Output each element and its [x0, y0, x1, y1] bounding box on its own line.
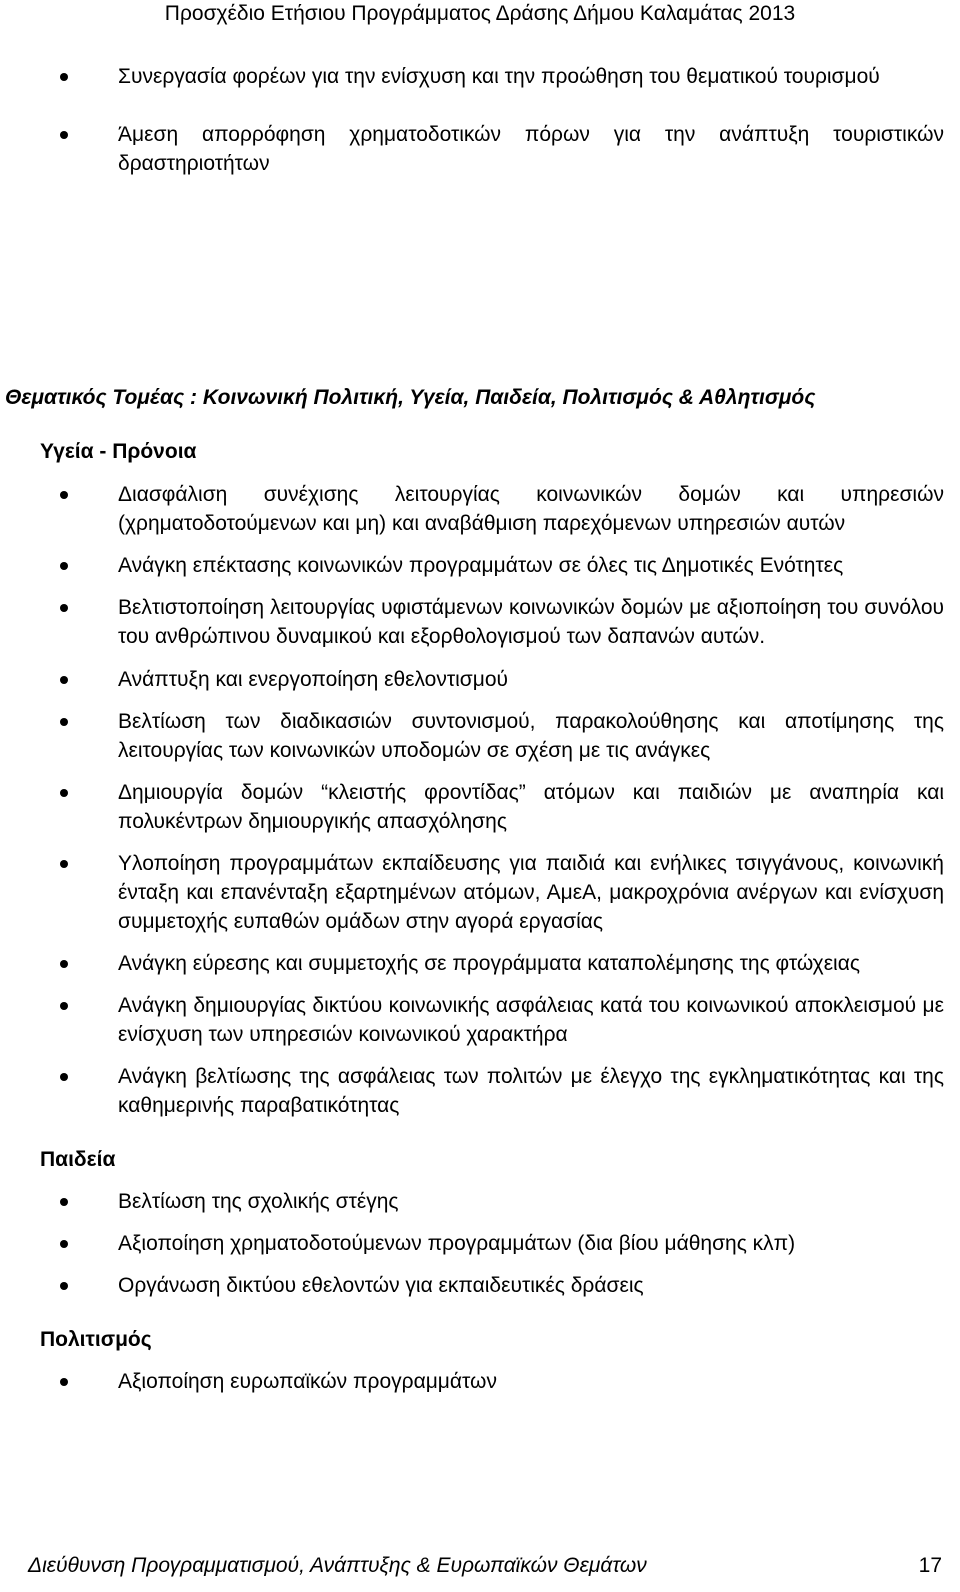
running-header: Προσχέδιο Ετήσιου Προγράμματος Δράσης Δήμου Καλαμάτας 2013 — [164, 2, 796, 25]
section-heading-education: Παιδεία — [40, 1148, 116, 1171]
page-number: 17 — [918, 1554, 942, 1577]
list-item: Βελτίωση των διαδικασιών συντονισμού, παρακολούθησης και αποτίμησης της λειτουργίας των κοινωνικών υποδομών σε σχέση με τις ανάγκες — [0, 707, 944, 765]
list-item: Ανάγκη εύρεσης και συμμετοχής σε προγράμματα καταπολέμησης της φτώχειας — [0, 949, 944, 978]
health-bullet-list — [0, 480, 960, 1120]
section-heading-culture: Πολιτισμός — [40, 1328, 152, 1351]
list-item: Άμεση απορρόφηση χρηματοδοτικών πόρων για την ανάπτυξη τουριστικών δραστηριοτήτων — [0, 120, 944, 178]
list-item: Ανάγκη δημιουργίας δικτύου κοινωνικής ασφάλειας κατά του κοινωνικού αποκλεισμού με ενίσχυση των υπηρεσιών κοινωνικού χαρακτήρα — [0, 991, 944, 1049]
running-footer — [28, 1554, 950, 1578]
list-item: Δημιουργία δομών “κλειστής φροντίδας” ατόμων και παιδιών με αναπηρία και πολυκέντρων δημιουργικής απασχόλησης — [0, 778, 944, 836]
list-item: Ανάγκη επέκτασης κοινωνικών προγραμμάτων σε όλες τις Δημοτικές Ενότητες — [0, 551, 944, 580]
theme-title: Θεματικός Τομέας : Κοινωνική Πολιτική, Υγεία, Παιδεία, Πολιτισμός & Αθλητισμός — [5, 386, 816, 409]
tourism-bullet-list — [0, 62, 960, 178]
list-item: Διασφάλιση συνέχισης λειτουργίας κοινωνικών δομών και υπηρεσιών (χρηματοδοτούμενων και μη) και αναβάθμιση παρεχόμενων υπηρεσιών αυτών — [0, 480, 944, 538]
culture-bullet-list — [0, 1367, 960, 1396]
education-bullet-list — [0, 1187, 960, 1300]
list-item: Ανάγκη βελτίωσης της ασφάλειας των πολιτών με έλεγχο της εγκληματικότητας και της καθημερινής παραβατικότητας — [0, 1062, 944, 1120]
section-heading-health: Υγεία - Πρόνοια — [40, 440, 197, 463]
list-item: Υλοποίηση προγραμμάτων εκπαίδευσης για παιδιά και ενήλικες τσιγγάνους, κοινωνική ένταξη και επανένταξη εξαρτημένων ατόμων, ΑμεΑ, μακροχρόνια ανέργων και ενίσχυση συμμετοχής ευπαθών ομάδων στην αγορά εργασίας — [0, 849, 944, 936]
page-content — [0, 62, 960, 1396]
list-item: Ανάπτυξη και ενεργοποίηση εθελοντισμού — [0, 665, 944, 694]
footer-text: Διεύθυνση Προγραμματισμού, Ανάπτυξης & Ευρωπαϊκών Θεμάτων — [28, 1554, 647, 1577]
list-item: Βελτιστοποίηση λειτουργίας υφιστάμενων κοινωνικών δομών με αξιοποίηση του συνόλου του ανθρώπινου δυναμικού και εξορθολογισμού των δαπανών αυτών. — [0, 593, 944, 651]
list-item: Βελτίωση της σχολικής στέγης — [0, 1187, 944, 1216]
list-item: Συνεργασία φορέων για την ενίσχυση και την προώθηση του θεματικού τουρισμού — [0, 62, 944, 91]
list-item: Αξιοποίηση ευρωπαϊκών προγραμμάτων — [0, 1367, 944, 1396]
list-item: Αξιοποίηση χρηματοδοτούμενων προγραμμάτων (δια βίου μάθησης κλπ) — [0, 1229, 944, 1258]
list-item: Οργάνωση δικτύου εθελοντών για εκπαιδευτικές δράσεις — [0, 1271, 944, 1300]
